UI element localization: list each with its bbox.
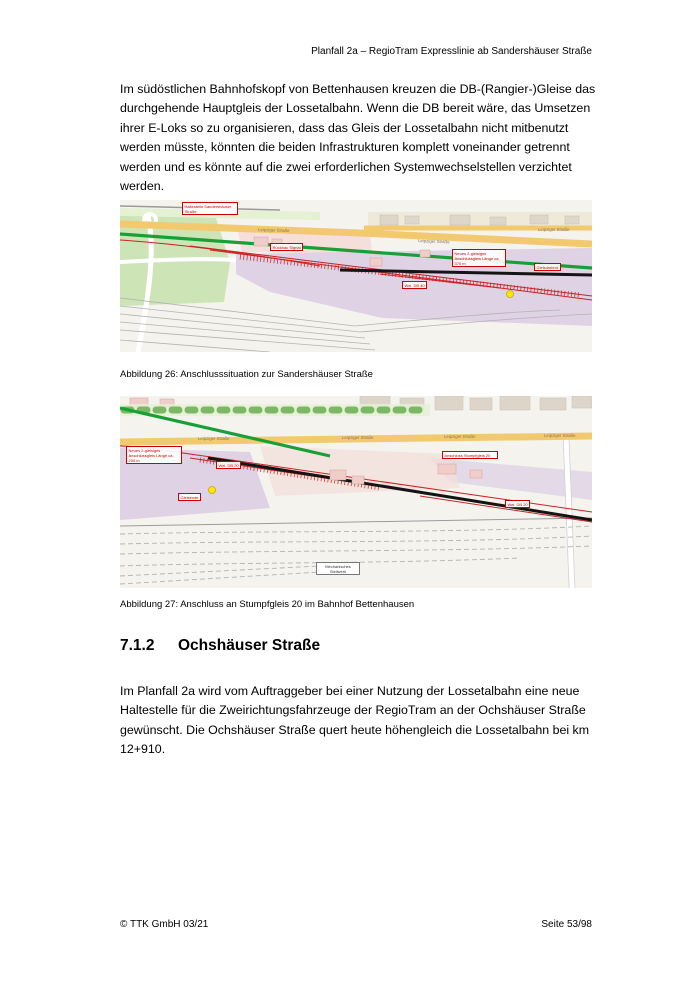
street-label: Leipziger Straße xyxy=(417,238,450,245)
map-annotation: Neues 2-gleisiges Anschlussgleis Länge ca. 200 m xyxy=(126,446,182,464)
section-heading xyxy=(120,637,320,655)
map-annotation: Rückbau Signal xyxy=(270,243,303,251)
footer-page-number: Seite 53/98 xyxy=(541,919,592,930)
footer-copyright: © TTK GmbH 03/21 xyxy=(120,919,209,930)
map-annotation: Wei. DB 20 xyxy=(505,500,530,508)
map-annotation: Neues 2-gleisiges Anschlussgleis Länge ca. 370 m xyxy=(452,249,506,267)
marker-yellow xyxy=(507,291,514,298)
street-label: Leipziger Straße xyxy=(444,434,476,439)
figure-27-map xyxy=(120,396,592,588)
map-annotation: Haltestelle Sandershäuser Straße xyxy=(182,202,238,215)
intro-paragraph: Im südöstlichen Bahnhofskopf von Bettenhausen kreuzen die DB-(Rangier-)Gleise das durchgehende Hauptgleis der Lossetalbahn. Wenn die DB bereit wäre, das Umsetzen ihrer E-Loks so zu organisieren, dass das Gleis der Lossetalbahn nicht mitbenutzt werden müsste, könnten die beiden Infrastrukturen komplett voneinander getrennt werden und es könnte auf die zwei erforderlichen Systemwechselstellen verzichtet werden. xyxy=(120,82,596,194)
street-label: Leipziger Straße xyxy=(257,227,290,234)
marker-yellow xyxy=(209,487,216,494)
figure-27-caption: Abbildung 27: Anschluss an Stumpfgleis 20 im Bahnhof Bettenhausen xyxy=(120,599,415,610)
street-label: Leipziger Straße xyxy=(544,433,576,438)
map-annotation: Anschluss Stumpfgleis 20 xyxy=(442,451,498,459)
figure-26-caption: Abbildung 26: Anschlusssituation zur Sandershäuser Straße xyxy=(120,369,373,380)
figure-26-map xyxy=(120,200,592,352)
map-annotation-stellwerk: Mechanisches Stellwerk xyxy=(316,562,360,575)
map-annotation: Gleisende xyxy=(178,493,201,501)
street-label: Leipziger Straße xyxy=(342,435,374,440)
map-27-canvas xyxy=(120,396,592,588)
map-annotation: Wei. DB 20 xyxy=(216,461,241,469)
section-title: Ochshäuser Straße xyxy=(178,637,321,654)
section-paragraph: Im Planfall 2a wird vom Auftraggeber bei einer Nutzung der Lossetalbahn eine neue Haltestelle für die Zweirichtungsfahrzeuge der RegioTram an der Ochshäuser Straße gewünscht. Die Ochshäuser Straße quert heute höhengleich die Lossetalbahn bei km 12+910. xyxy=(120,684,590,757)
street-label: Leipziger Straße xyxy=(198,436,230,441)
map-annotation: Wei. DB 40 xyxy=(402,281,427,289)
section-number: 7.1.2 xyxy=(120,637,155,654)
map-26-canvas xyxy=(120,200,592,352)
map-annotation: Gleisdreieck xyxy=(534,263,561,271)
page-footer xyxy=(120,919,592,930)
street-label: Leipziger Straße xyxy=(538,227,570,232)
page-header: Planfall 2a – RegioTram Expresslinie ab Sandershäuser Straße xyxy=(311,46,592,57)
